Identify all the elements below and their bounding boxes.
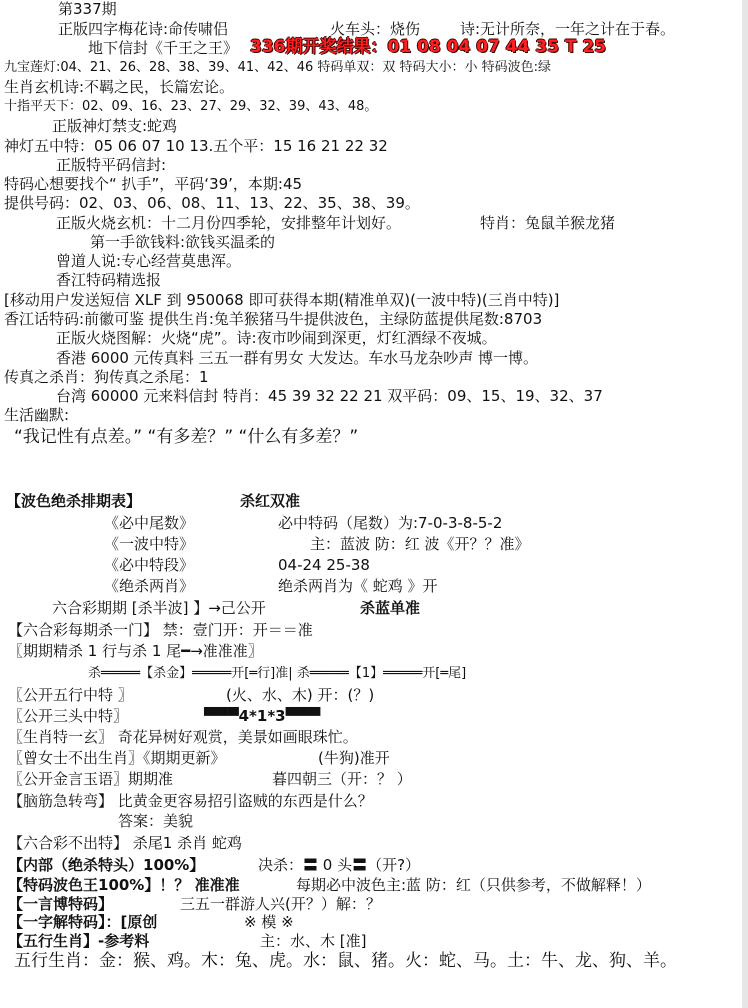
report-title: 香江特码精选报	[56, 271, 162, 289]
taiwan-line: 台湾 60000 元来料信封 特肖：45 39 32 22 21 双平码：09、15、19、32、37	[56, 387, 603, 405]
wave-table-title: 【波色绝杀排期表】	[6, 492, 142, 510]
three-heads-value: ▀▀▀4*1*3▀▀▀	[204, 707, 321, 725]
kill-two-label: 《绝杀两肖》	[104, 577, 195, 595]
fire-picture-line: 正版火烧图解：火烧“虎”。诗:夜市吵闹到深更，灯红酒绿不夜城。	[56, 329, 497, 347]
result-banner: 336期开奖结果：01 08 04 07 44 35 T 25	[250, 37, 607, 57]
inside-kill-label: 【内部（绝杀特头）100%】	[8, 856, 205, 874]
five-element-value: (火、水、木) 开：(？)	[226, 686, 375, 704]
plum-poem: 正版四字梅花诗:命传啸侣	[58, 20, 229, 38]
golden-words-value: 暮四朝三（开：？ ）	[272, 770, 412, 788]
zeng-saying-line: 曾道人说:专心经营莫患浑。	[56, 252, 242, 270]
train-head: 火车头：烧伤	[330, 20, 421, 38]
pickpocket-line: 特码心想要找个“ 扒手”，平码‘39’，本期:45	[4, 175, 303, 193]
kill-red: 杀红双准	[240, 492, 301, 510]
five-zodiac-main: 主：水、木 [准]	[260, 932, 367, 950]
poem-text: 诗:无计所奈，一年之计在于春。	[460, 20, 676, 38]
envelope-line: 正版特平码信封:	[56, 156, 167, 174]
hongkong-talk-line: 香江话特码:前徽可鉴 提供生肖:兔羊猴猪马牛提供波色，主绿防蓝提供尾数:8703	[4, 310, 543, 328]
tail-value: 必中特码（尾数）为:7-0-3-8-5-2	[278, 514, 503, 532]
numbers-line: 提供号码：02、03、06、08、11、13、22、35、38、39。	[4, 194, 420, 212]
one-word-bet-value: 三五一群游人兴(开？）解：？	[180, 895, 381, 913]
zodiac-poem-line: 生肖玄机诗:不羁之民，长篇宏论。	[4, 78, 235, 96]
inside-kill-value: 决杀：〓 0 头〓（开?）	[258, 856, 421, 874]
five-element-label: 〖公开五行中特 〗	[8, 686, 133, 704]
kill-door-line: 【六合彩每期杀一门】 禁：壹门开：开＝＝准	[8, 621, 313, 639]
sms-line: [移动用户发送短信 XLF 到 950068 即可获得本期(精准单双)(一波中特)(三肖中特)]	[4, 291, 560, 309]
humor-title: 生活幽默:	[4, 406, 70, 424]
brain-teaser-line: 【脑筋急转弯】 比黄金更容易招引盗贼的东西是什么？	[8, 792, 373, 810]
wave-king-value: 每期必中波色主:蓝 防：红（只供参考，不做解释！）	[296, 876, 651, 894]
one-char-label: 【一字解特码】：[原创	[8, 913, 158, 931]
fax-kill-line: 传真之杀肖：狗传真之杀尾：1	[4, 368, 209, 386]
ten-fingers-line: 十指平天下：02、09、16、23、27、29、32、39、43、48。	[4, 99, 378, 114]
one-word-bet-label: 【一言博特码】	[8, 895, 114, 913]
kill-row-line: 〖期期精杀 1 行与杀 1 尾━→准准准〗	[8, 642, 263, 660]
three-heads-label: 〖公开三头中特〗	[8, 707, 129, 725]
ms-zeng-value: (牛狗)准开	[318, 749, 390, 767]
no-special-line: 【六合彩不出特】 杀尾1 杀肖 蛇鸡	[8, 834, 242, 852]
first-hand-line: 第一手欲钱料:欲钱买温柔的	[90, 233, 276, 251]
lamp-ban-line: 正版神灯禁支:蛇鸡	[52, 117, 178, 135]
five-zodiac-list: 五行生肖：金：猴、鸡。木：兔、虎。水：鼠、猪。火：蛇、马。土：牛、龙、狗、羊。	[14, 951, 677, 971]
brain-teaser-answer: 答案：美貌	[118, 812, 194, 830]
issue-number: 第337期	[58, 0, 117, 18]
kill-two-value: 绝杀两肖为《 蛇鸡 》开	[278, 577, 438, 595]
wave-king-label: 【特码波色王100%】！？ 准准准	[8, 876, 240, 894]
wave-label: 《一波中特》	[104, 535, 195, 553]
zodiac-mystery-line: 〖生肖特一玄〗 奇花异树好观赏，美景如画眼珠忙。	[8, 728, 358, 746]
kill-blue: 杀蓝单准	[360, 599, 421, 617]
one-char-value: ※ 模 ※	[244, 913, 294, 931]
wave-value: 主：蓝波 防：红 波《开？？准》	[310, 535, 530, 553]
segment-label: 《必中特段》	[104, 556, 195, 574]
segment-value: 04-24 25-38	[278, 556, 370, 574]
kill-gold-line: 杀═════【杀金】═════开[═行]准| 杀═════【1】═════开[═尾]	[88, 666, 467, 681]
humor-joke: “我记性有点差。” “有多差？” “什么有多差？”	[14, 427, 359, 447]
fire-riddle-line: 正版火烧玄机：十二月份四季轮，安排整年计划好。	[56, 214, 402, 232]
special-zodiac: 特肖：兔鼠羊猴龙猪	[480, 214, 616, 232]
lotus-lamp-line: 九宝莲灯:04、21、26、28、38、39、41、42、46 特码单双：双 特码大小：小 特码波色:绿	[4, 60, 552, 75]
golden-words-label: 〖公开金言玉语〗期期准	[8, 770, 174, 788]
underground-envelope: 地下信封《千王之王》	[88, 39, 239, 57]
lamp-five-line: 神灯五中特：05 06 07 10 13.五个平：15 16 21 22 32	[4, 137, 388, 155]
page-edge-shadow	[742, 0, 748, 1008]
five-zodiac-label: 【五行生肖】-参考料	[8, 932, 150, 950]
ms-zeng-label: 〖曾女士不出生肖〗《期期更新》	[8, 749, 226, 767]
hk-fax-line: 香港 6000 元传真料 三五一群有男女 大发达。车水马龙杂吵声 博一博。	[56, 349, 539, 367]
tail-label: 《必中尾数》	[104, 514, 195, 532]
half-wave-line: 六合彩期期 [杀半波] 】→己公开	[52, 599, 266, 617]
